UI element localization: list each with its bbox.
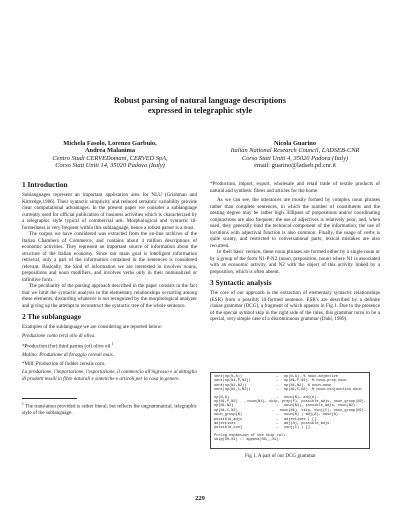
grammar-rhs: np(N1,N2). % noun-noun [284,383,332,388]
sublanguage-paragraph-3: In their basic version, these noun phrases are formed either by a single noun or by a group of the form N1-P-N2 (noun, preposition, noun) where N1 is associated with an economic activity, and N2 with the object of this activity linked by a preposition, which is often absent. [210,249,380,275]
footnote-mark: 1 [22,402,24,407]
section-heading-syntactic: 3 Syntactic analysis [210,278,272,287]
authors-names-2: Andrea Malanima [84,147,136,155]
author-email: email: guarino@ladseb.pd.cnr.it [254,162,336,170]
right-column [210,181,380,323]
intro-paragraph-1: Sublanguages represent an important application area for NLU (Grishman and Kittredge,1986). Their syntactic simplicity and reduced semantic variability provide clear computational advantages. In the present paper we consider a sublanguage currently used for official publication of business activities which is characterized by a telegraphic style typical of commercial ads. Morphological and syntactic ill-formedness is very frequent within this sublanguage, hence a robust parser is a must. [22,192,197,231]
grammar-rhs: noun(N1), skip, conj(C), noun_group(N2). [279,408,366,413]
grammar-rhs: conj(C) | []. [284,426,313,431]
example-2-translation: *Mill. Production of fodder cereals corn. [22,360,106,367]
author-affiliation: Italian National Research Council, LADSEB-CNR [230,147,360,155]
grammar-lhs: np(N1,N2) [214,404,234,409]
grammar-rule [214,388,366,392]
intro-paragraph-2: The corpus we have considered was extracted from the on-line archives of the Italian Chambers of Commerce, and contains about 4 million descriptions of economic activities. They represent an important source of information about the structure of the Italian economy. Since our main goal is intelligent information retrieval, only a part of the information contained in the sentences is considered relevant. Basically, the kind of information we are interested in involves nouns, prepositions and noun modifiers, and involves verbs only in their nominalized or infinitive form. [22,231,197,283]
grammar-rhs: np(N1,C,N2). % noun-conjunction-noun [284,388,362,393]
grammar-rhs: noun(N), adj(A). [284,395,319,400]
authors-right-block [200,140,390,170]
author-address: Corso Stati Uniti 4, 35020 Padova (Italy) [241,154,349,162]
title-line-1: Robust parsing of natural language descriptions [114,96,286,105]
grammar-arrow: → [276,413,279,418]
grammar-rhs: noun(N1), possible_adjs, noun(N2). [284,404,358,409]
grammar-rhs: noun(N1), skip, prep(P), possible_adjs, noun_group(N2). [247,400,366,405]
grammar-lhs: possible_conj [214,426,243,431]
grammar-lhs: sent(np(N1,N2)) [214,383,247,388]
grammar-lhs: adjectives [214,422,236,427]
grammar-lhs: sent(np(N,A)) [214,375,243,379]
grammar-lhs: noun_group(N) [214,413,243,418]
grammar-skip-comment: Prolog expansion of the skip call: [214,433,288,438]
grammar-rhs: np(N,A). % noun-adjective [284,375,338,379]
authors-address: Corso Stati Uniti 14, 35020 Padova (Italy) [55,162,165,170]
grammar-lhs: sent(np(N1,C,N2)) [214,388,251,393]
grammar-lhs: possible_adjs [214,417,243,422]
grammar-arrow: → [276,422,279,427]
grammar-skip-rule: skip(S0,S1) :- append(S0,_,S1). [214,438,281,443]
left-column [22,181,197,417]
grammar-lhs: np(N1,C,N2) [214,408,238,413]
grammar-arrow: → [243,400,246,405]
example-3: La produzione, l'importazione, l'esportazione, il commercio all'ingrosso e al dettaglio di prodotti tessili in fibre naturali e sintetiche e articoli per la casa in genere. [22,369,197,382]
grammar-arrow: → [276,404,279,409]
authors-affiliation: Centro Studi CERVEDomani, CERVED SpA, [52,154,168,162]
example-3-translation: *Production, import, export, wholesale and retail trade of textile products of natural and synthetic fibres and articles for the home. [210,181,380,194]
grammar-arrow: → [276,383,279,388]
intro-paragraph-3: The peculiarity of the parsing approach described in the paper consists in the fact that we limit the syntactic analysis to the elementary relationships occurring among these elements, discarding whatever is not recognized by the morphological analyzer and giving up the attempt to reconstruct the syntactic tree of the whole sentence. [22,283,197,309]
example-1-translation-text: *Production (for) third parties (of) olive oil. [22,343,112,350]
page-number: 229 [195,495,205,502]
example-2: Mulino. Produzione di foraggio cereali mais. [22,352,115,359]
grammar-lhs: np(N,A) [214,395,230,400]
sublanguage-paragraph-2: As we can see, the utterances are mostly formed by complex noun phrases rather than complete sentences, in which the number of constituents and the nesting degree may be rather high. Ellipses of prepositions and/or coordinating conjunctions are also frequent; the use of adjectives is relatively poor, and, when used, they generally bind the technical component of the information; the use of locutions with adjectival function is also common. Finally, the usage of verbs is quite scanty, and restricted to conversational parts; lexical mistakes are also recurrent. [210,197,380,249]
grammar-arrow: → [272,408,275,413]
example-1: Produzione conto terzi olio di oliva. [22,332,96,339]
footnote-rule [22,398,77,399]
title-line-2: expressed in telegraphic style [147,106,253,115]
example-1-translation [22,341,197,350]
sublanguage-paragraph: Examples of the sublanguage we are considering are reported below: [22,324,163,330]
syntactic-paragraph: The core of our approach is the extraction of elementary syntactic relationships (ESR) from a possibly ill-formed sentence. ESR's are described by a definite clause grammar (DCG), a fragment of which appears in Fig.1. Due to the presence of the special symbol skip in the right side of the rules, this grammar turns to be a special, very simple case of a discontinuous grammar (Dahl, 1989). [210,290,380,322]
grammar-lhs: sent(np(N1,P,N2)) [214,379,251,384]
grammar-lhs: np(N1,P,N2) [214,400,238,405]
authors-names: Michela Fasolo, Lorenzo Garbuio, [63,140,157,147]
footnote-ref: 1 [111,342,114,346]
grammar-arrow: → [276,388,279,393]
grammar-arrow: → [276,379,279,384]
footnote-text: The translation provided is rather literal, but reflects the ungrammatical, telegraphic style of the sublanguage. [22,403,198,417]
section-heading-sublanguage: 2 The sublanguage [22,312,82,321]
authors-left-block [20,140,200,170]
grammar-arrow: → [276,395,279,400]
grammar-rhs: np(N1,P,N2). % noun-prep-noun [284,379,347,384]
dcg-grammar-figure [210,372,370,449]
grammar-rhs: adjectives | []. [284,417,319,422]
grammar-rhs: noun(N) | adj(A), noun(N). [284,413,341,418]
grammar-rhs: adj(A), possible_adjs. [284,422,332,427]
grammar-arrow: → [276,426,279,431]
figure-caption: Fig 1. A part of our DCG grammar [245,453,316,459]
grammar-arrow: → [276,375,279,379]
paper-title [60,96,340,116]
author-name: Nicola Guarino [273,140,317,147]
grammar-arrow: → [276,417,279,422]
section-heading-introduction: 1 Introduction [22,180,68,189]
footnote [22,401,197,417]
